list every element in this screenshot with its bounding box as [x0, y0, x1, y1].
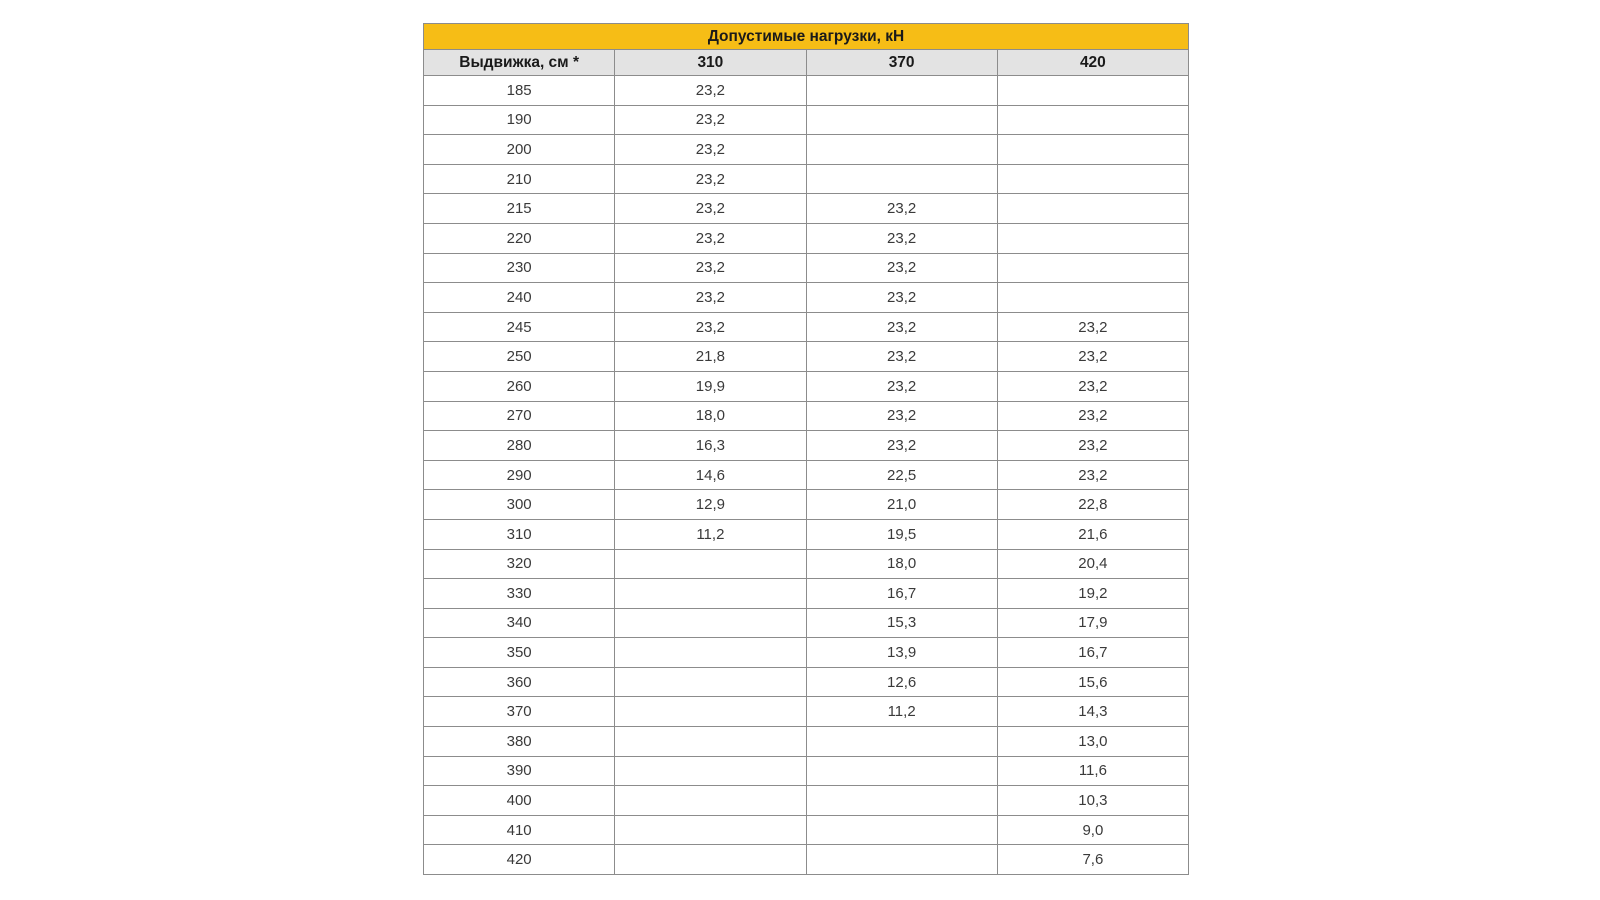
table-row: [424, 312, 1189, 342]
cell-extension: 390: [424, 756, 615, 786]
cell-extension: 230: [424, 253, 615, 283]
cell-load-370: 23,2: [806, 253, 997, 283]
cell-load-370: 11,2: [806, 697, 997, 727]
cell-extension: 185: [424, 76, 615, 106]
cell-load-420: 23,2: [997, 312, 1188, 342]
cell-load-370: 15,3: [806, 608, 997, 638]
cell-load-310: [615, 727, 806, 757]
cell-load-310: 23,2: [615, 283, 806, 313]
table-row: [424, 638, 1189, 668]
cell-load-310: 23,2: [615, 223, 806, 253]
cell-load-310: 18,0: [615, 401, 806, 431]
cell-load-370: 13,9: [806, 638, 997, 668]
cell-load-420: [997, 76, 1188, 106]
cell-load-420: 9,0: [997, 815, 1188, 845]
cell-load-370: 21,0: [806, 490, 997, 520]
cell-extension: 340: [424, 608, 615, 638]
table-row: [424, 727, 1189, 757]
cell-extension: 200: [424, 135, 615, 165]
cell-load-420: [997, 283, 1188, 313]
cell-load-310: 11,2: [615, 519, 806, 549]
cell-load-370: 23,2: [806, 401, 997, 431]
cell-load-370: 23,2: [806, 223, 997, 253]
cell-load-420: 22,8: [997, 490, 1188, 520]
column-header-310: 310: [615, 50, 806, 76]
cell-extension: 360: [424, 667, 615, 697]
cell-extension: 240: [424, 283, 615, 313]
cell-extension: 320: [424, 549, 615, 579]
cell-load-310: [615, 786, 806, 816]
cell-load-370: 23,2: [806, 283, 997, 313]
column-header-370: 370: [806, 50, 997, 76]
cell-load-370: 12,6: [806, 667, 997, 697]
cell-extension: 400: [424, 786, 615, 816]
table-header-row: [424, 50, 1189, 76]
cell-load-420: 17,9: [997, 608, 1188, 638]
cell-extension: 270: [424, 401, 615, 431]
table-row: [424, 194, 1189, 224]
cell-load-370: [806, 76, 997, 106]
cell-load-420: [997, 253, 1188, 283]
cell-load-370: 23,2: [806, 371, 997, 401]
cell-load-420: 23,2: [997, 401, 1188, 431]
cell-load-420: [997, 105, 1188, 135]
table-row: [424, 76, 1189, 106]
cell-load-310: 23,2: [615, 312, 806, 342]
cell-extension: 370: [424, 697, 615, 727]
table-row: [424, 549, 1189, 579]
table-row: [424, 490, 1189, 520]
cell-load-420: [997, 164, 1188, 194]
cell-extension: 190: [424, 105, 615, 135]
table-row: [424, 667, 1189, 697]
cell-load-310: 14,6: [615, 460, 806, 490]
table-row: [424, 786, 1189, 816]
table-row: [424, 756, 1189, 786]
cell-load-310: 21,8: [615, 342, 806, 372]
table-row: [424, 164, 1189, 194]
cell-load-420: 20,4: [997, 549, 1188, 579]
table-row: [424, 342, 1189, 372]
cell-load-310: [615, 608, 806, 638]
cell-load-420: [997, 223, 1188, 253]
cell-load-420: 13,0: [997, 727, 1188, 757]
cell-load-310: [615, 667, 806, 697]
cell-load-370: [806, 727, 997, 757]
table-row: [424, 815, 1189, 845]
column-header-extension: Выдвижка, см *: [424, 50, 615, 76]
cell-load-420: 10,3: [997, 786, 1188, 816]
cell-load-310: [615, 815, 806, 845]
table-body: [424, 76, 1189, 875]
table-row: [424, 223, 1189, 253]
cell-load-370: 23,2: [806, 312, 997, 342]
cell-load-370: 23,2: [806, 194, 997, 224]
cell-load-370: 19,5: [806, 519, 997, 549]
cell-load-310: 16,3: [615, 431, 806, 461]
cell-extension: 210: [424, 164, 615, 194]
cell-load-370: [806, 105, 997, 135]
table-row: [424, 135, 1189, 165]
cell-extension: 310: [424, 519, 615, 549]
table-title-row: [424, 24, 1189, 50]
cell-load-370: 23,2: [806, 342, 997, 372]
cell-load-420: 23,2: [997, 431, 1188, 461]
cell-load-420: 14,3: [997, 697, 1188, 727]
cell-extension: 280: [424, 431, 615, 461]
cell-load-420: 23,2: [997, 460, 1188, 490]
cell-load-420: 21,6: [997, 519, 1188, 549]
table-row: [424, 608, 1189, 638]
table-row: [424, 431, 1189, 461]
table-row: [424, 697, 1189, 727]
cell-extension: 250: [424, 342, 615, 372]
cell-load-420: 19,2: [997, 579, 1188, 609]
cell-load-420: [997, 194, 1188, 224]
table-title: Допустимые нагрузки, кН: [424, 24, 1189, 50]
table-row: [424, 105, 1189, 135]
cell-extension: 300: [424, 490, 615, 520]
cell-load-370: 23,2: [806, 431, 997, 461]
cell-load-310: 23,2: [615, 105, 806, 135]
table-row: [424, 579, 1189, 609]
cell-load-420: 23,2: [997, 342, 1188, 372]
cell-load-370: [806, 815, 997, 845]
cell-load-310: 23,2: [615, 194, 806, 224]
load-table-container: [423, 23, 1189, 875]
cell-load-420: [997, 135, 1188, 165]
cell-load-310: [615, 697, 806, 727]
table-row: [424, 845, 1189, 875]
cell-load-420: 15,6: [997, 667, 1188, 697]
cell-load-370: [806, 135, 997, 165]
cell-load-310: 23,2: [615, 135, 806, 165]
cell-load-370: [806, 845, 997, 875]
cell-extension: 260: [424, 371, 615, 401]
cell-load-310: [615, 638, 806, 668]
table-row: [424, 460, 1189, 490]
cell-load-310: [615, 549, 806, 579]
cell-load-310: 19,9: [615, 371, 806, 401]
table-row: [424, 401, 1189, 431]
table-row: [424, 253, 1189, 283]
cell-extension: 330: [424, 579, 615, 609]
cell-load-370: [806, 164, 997, 194]
cell-load-310: 23,2: [615, 253, 806, 283]
cell-load-370: [806, 756, 997, 786]
cell-load-370: 16,7: [806, 579, 997, 609]
cell-load-420: 7,6: [997, 845, 1188, 875]
table-row: [424, 371, 1189, 401]
load-table: [423, 23, 1189, 875]
cell-extension: 350: [424, 638, 615, 668]
cell-load-370: [806, 786, 997, 816]
cell-extension: 380: [424, 727, 615, 757]
table-row: [424, 519, 1189, 549]
cell-load-420: 23,2: [997, 371, 1188, 401]
table-row: [424, 283, 1189, 313]
cell-load-420: 16,7: [997, 638, 1188, 668]
cell-load-310: 23,2: [615, 76, 806, 106]
cell-load-370: 18,0: [806, 549, 997, 579]
cell-extension: 245: [424, 312, 615, 342]
cell-load-420: 11,6: [997, 756, 1188, 786]
cell-load-310: 12,9: [615, 490, 806, 520]
cell-load-370: 22,5: [806, 460, 997, 490]
cell-extension: 410: [424, 815, 615, 845]
cell-load-310: [615, 579, 806, 609]
cell-load-310: 23,2: [615, 164, 806, 194]
cell-load-310: [615, 845, 806, 875]
cell-extension: 420: [424, 845, 615, 875]
cell-extension: 290: [424, 460, 615, 490]
column-header-420: 420: [997, 50, 1188, 76]
cell-load-310: [615, 756, 806, 786]
cell-extension: 215: [424, 194, 615, 224]
cell-extension: 220: [424, 223, 615, 253]
